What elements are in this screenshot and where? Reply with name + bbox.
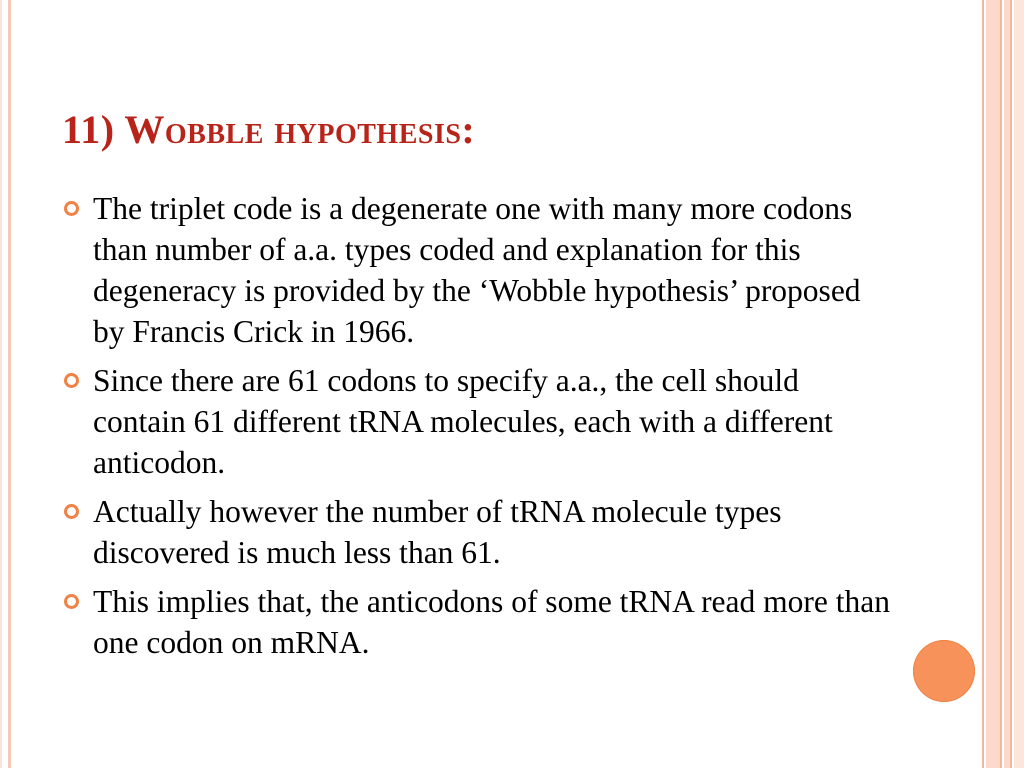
- list-item: [62, 491, 892, 573]
- bullet-text: Actually however the number of tRNA molecule types discovered is much less than 61.: [93, 494, 782, 570]
- stripe: [1010, 0, 1012, 768]
- title-prefix: 11) W: [62, 107, 165, 152]
- left-border-outer: [0, 0, 2, 768]
- slide-title: [62, 104, 475, 156]
- ring-bullet-icon: [64, 373, 79, 388]
- title-rest: obble hypothesis:: [164, 107, 476, 152]
- decorative-circle-icon: [913, 640, 975, 702]
- bullet-text: Since there are 61 codons to specify a.a., the cell should contain 61 different tRNA molecules, each with a different anticodon.: [93, 363, 833, 480]
- list-item: [62, 188, 892, 352]
- left-border-line: [8, 0, 11, 768]
- ring-bullet-icon: [64, 594, 79, 609]
- list-item: [62, 581, 892, 663]
- bullet-text: This implies that, the anticodons of some tRNA read more than one codon on mRNA.: [93, 584, 890, 660]
- stripe: [1014, 0, 1024, 768]
- ring-bullet-icon: [64, 504, 79, 519]
- right-decorative-stripes: [982, 0, 1024, 768]
- bullet-list: [62, 188, 892, 671]
- ring-bullet-icon: [64, 201, 79, 216]
- list-item: [62, 360, 892, 483]
- bullet-text: The triplet code is a degenerate one with many more codons than number of a.a. types coded and explanation for this degeneracy is provided by the ‘Wobble hypothesis’ proposed by Francis Crick in 1966.: [93, 191, 861, 349]
- stripe: [986, 0, 1000, 768]
- stripe: [982, 0, 984, 768]
- stripe: [1000, 0, 1002, 768]
